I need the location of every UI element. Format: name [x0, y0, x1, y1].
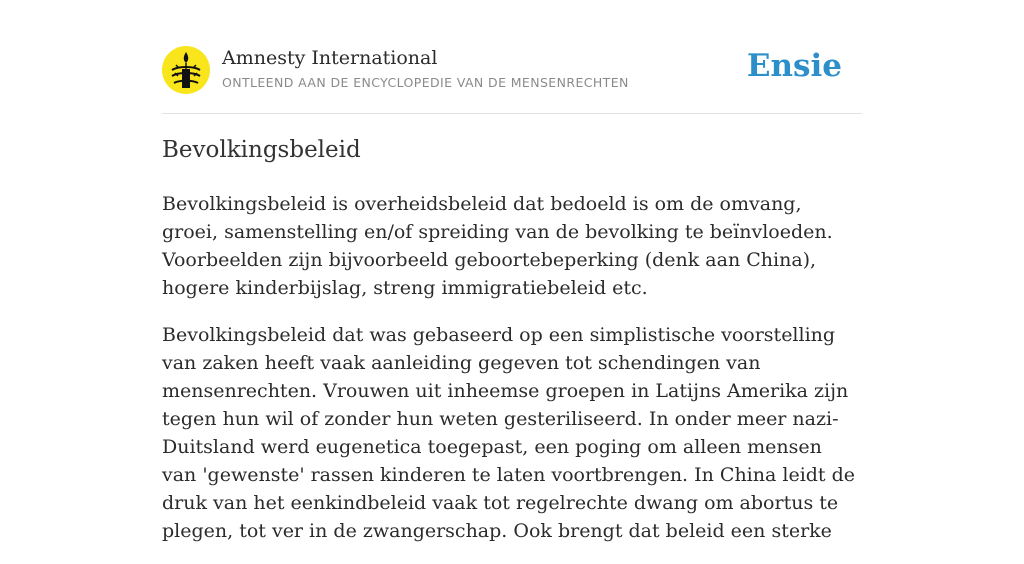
article-paragraph: Bevolkingsbeleid is overheidsbeleid dat bedoeld is om de omvang, groei, samenstelling en/of spreiding van de bevolking te beïnvloeden. Voorbeelden zijn bijvoorbeeld geboortebeperking (denk aan China), hogere kinderbijslag, streng immigratiebeleid etc. [162, 193, 833, 299]
brand-logo-link[interactable]: Ensie [746, 48, 842, 84]
org-name[interactable]: Amnesty International [222, 47, 438, 69]
article-paragraph: Bevolkingsbeleid dat was gebaseerd op een simplistische voorstelling van zaken heeft vaak aanleiding gegeven tot schendingen van mensenrechten. Vrouwen uit inheemse groepen in Latijns Amerika zijn tegen hun wil of zonder hun weten gesteriliseerd. In onder meer nazi-Duitsland werd eugenetica toegepast, een poging om alleen mensen van 'gewenste' rassen kinderen te laten voortbrengen. In China leidt de druk van het eenkindbeleid vaak tot regelrechte dwang om abortus te plegen, tot ver in de zwangerschap. Ook brengt dat beleid een sterke [162, 324, 856, 542]
header [162, 46, 862, 96]
amnesty-candle-icon[interactable] [162, 46, 210, 94]
header-divider [162, 113, 862, 114]
article-title: Bevolkingsbeleid [162, 137, 361, 163]
org-subtitle: ONTLEEND AAN DE ENCYCLOPEDIE VAN DE MENSENRECHTEN [222, 75, 629, 90]
article-body [162, 190, 862, 564]
